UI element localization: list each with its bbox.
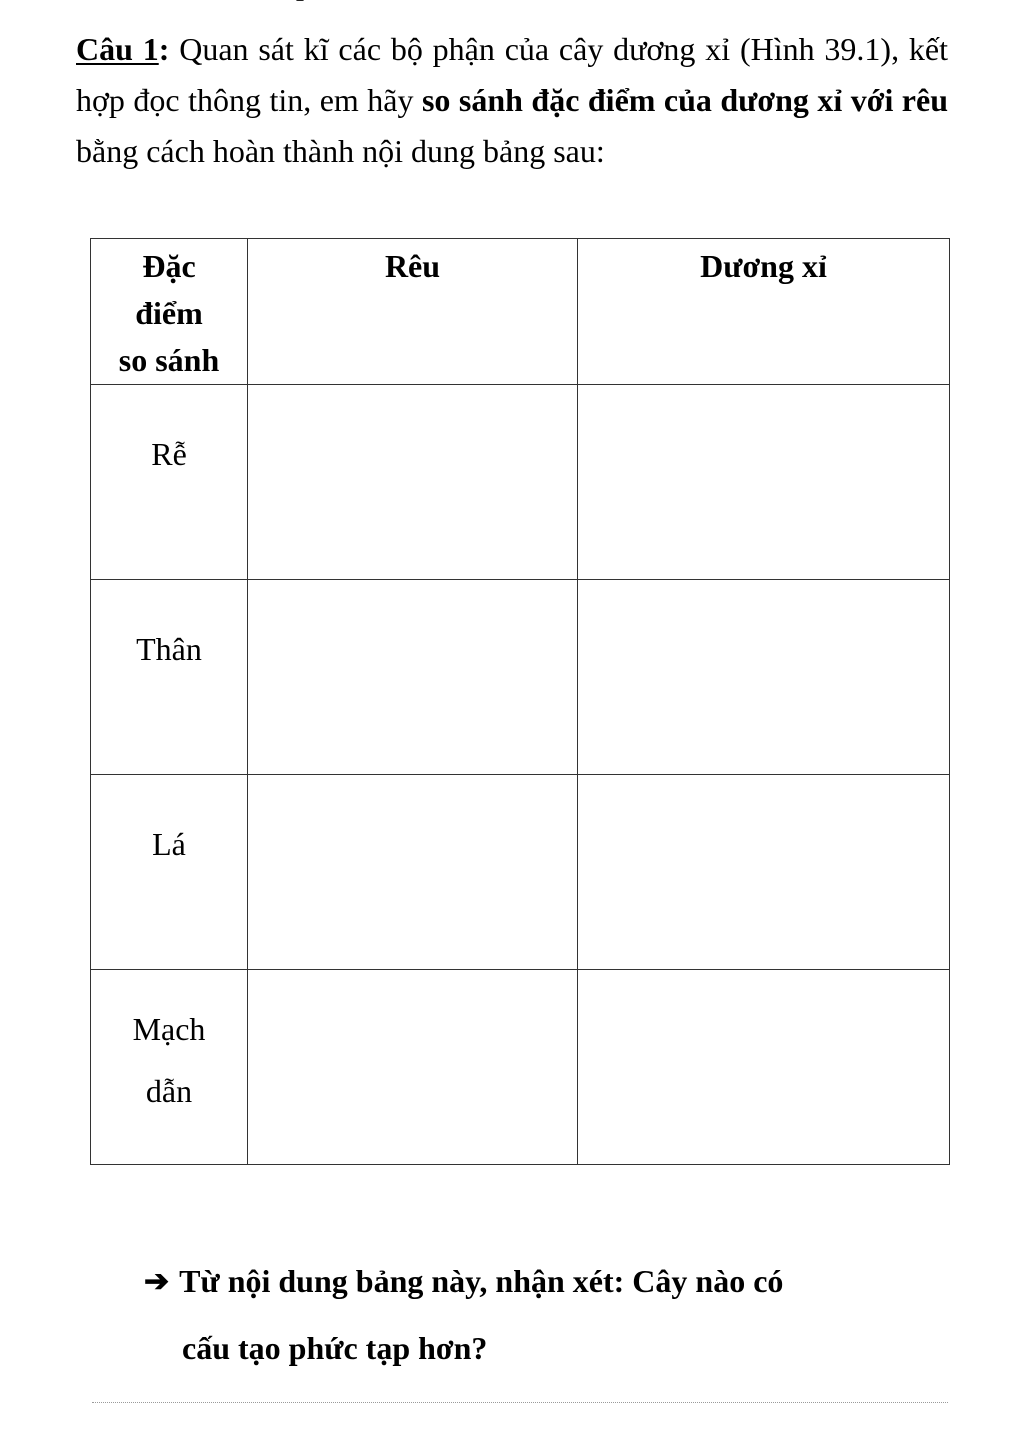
row-label-vascular-line2: dẫn [145, 1073, 193, 1109]
row-label-root: Rễ [91, 385, 248, 580]
cell-moss-root[interactable] [248, 385, 578, 580]
cell-fern-vascular[interactable] [578, 970, 950, 1165]
comparison-table [90, 238, 950, 1165]
table-row [91, 970, 950, 1165]
cell-fern-leaf[interactable] [578, 775, 950, 970]
header-feature-line1: Đặc [142, 248, 196, 284]
header-feature-line2: điểm [135, 295, 203, 331]
question-text-part1: Quan sát kĩ các bộ phận của cây dương xỉ (Hình 39.1), kết hợp đọc thông tin, em hãy [76, 31, 949, 118]
header-fern: Dương xỉ [578, 239, 950, 385]
header-feature [91, 239, 248, 385]
cell-fern-root[interactable] [578, 385, 950, 580]
table-row [91, 775, 950, 970]
cell-fern-stem[interactable] [578, 580, 950, 775]
right-arrow-icon: ➔ [144, 1265, 170, 1298]
row-label-stem: Thân [91, 580, 248, 775]
conclusion-line2: cấu tạo phức tạp hơn? [182, 1330, 488, 1366]
table-header-row [91, 239, 950, 385]
question-text [76, 24, 948, 177]
cell-moss-vascular[interactable] [248, 970, 578, 1165]
question-text-part2: bằng cách hoàn thành nội dung bảng sau: [76, 133, 605, 169]
question-bold-part: so sánh đặc điểm của dương xỉ với rêu [421, 82, 949, 118]
table-row [91, 385, 950, 580]
question-colon: : [158, 31, 170, 67]
conclusion-prompt [144, 1248, 954, 1381]
question-label [76, 31, 169, 67]
cell-moss-leaf[interactable] [248, 775, 578, 970]
header-feature-line3: so sánh [118, 342, 220, 378]
answer-dotted-line[interactable] [92, 1402, 948, 1403]
row-label-leaf: Lá [91, 775, 248, 970]
table-row [91, 580, 950, 775]
header-moss: Rêu [248, 239, 578, 385]
question-number: Câu 1 [76, 31, 159, 67]
scan-mark [296, 0, 304, 1]
row-label-vascular-line1: Mạch [132, 1011, 206, 1047]
cell-moss-stem[interactable] [248, 580, 578, 775]
row-label-vascular [91, 970, 248, 1165]
conclusion-line1: Từ nội dung bảng này, nhận xét: Cây nào có [179, 1263, 784, 1299]
